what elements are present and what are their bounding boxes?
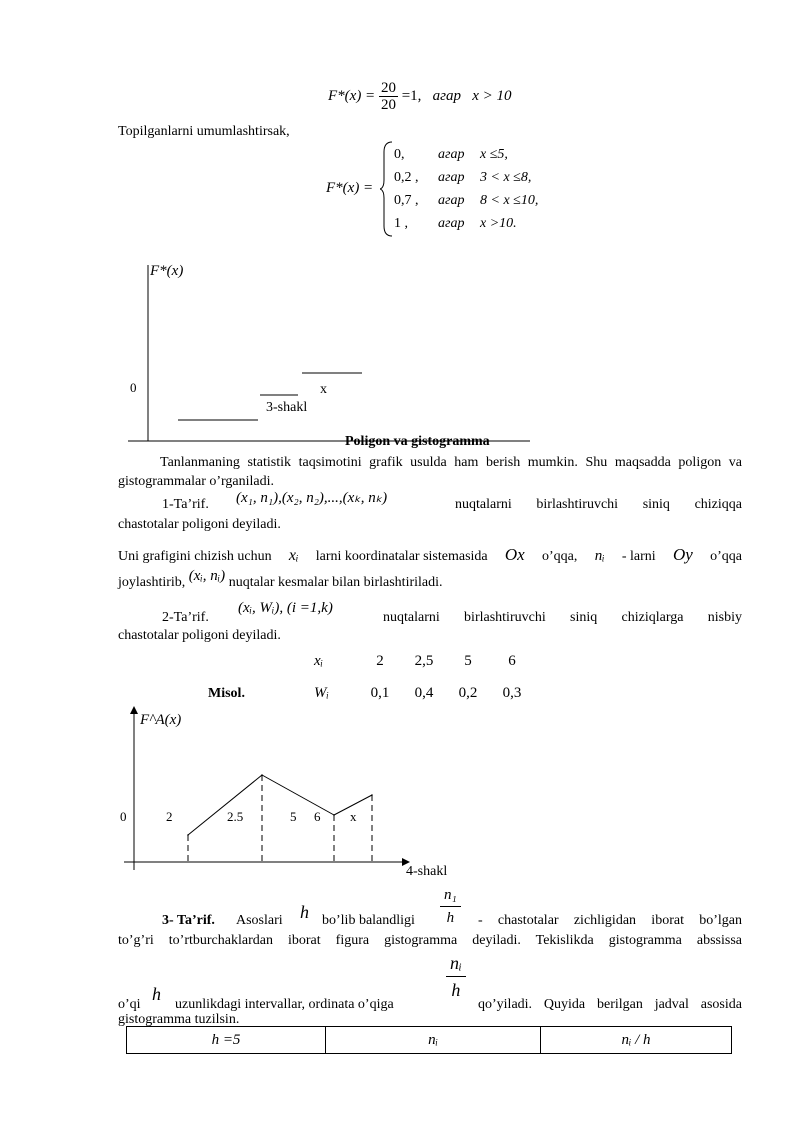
table-header-row <box>127 1027 732 1054</box>
paragraph-1: Tanlanmaning statistik taqsimotini grafik usulda ham berish mumkin. Shu maqsadda poligon va gistogrammalar o’rganiladi. <box>118 455 742 489</box>
top-formula <box>328 80 512 113</box>
def3-text-c: - chastotalar zichligidan iborat bo’lgan <box>478 913 742 928</box>
oy-symbol: Oy <box>672 545 693 564</box>
fig4-point-1 <box>261 774 263 776</box>
top-formula-word: агар <box>432 87 462 104</box>
fig4-x-label: x <box>350 809 357 824</box>
fig4-point-0 <box>187 834 189 836</box>
def3-text-b: bo’lib balandligi <box>322 913 415 928</box>
table-header-ni-h: nᵢ / h <box>541 1027 732 1054</box>
top-formula-num: 20 <box>380 80 396 96</box>
fig4-tick-2: 5 <box>290 809 297 824</box>
fig4-caption: 4-shakl <box>406 864 448 879</box>
def1-text-b: chastotalar poligoni deyiladi. <box>118 517 281 532</box>
fig4-y-label: F^A(x) <box>140 712 182 728</box>
def3-line2: to’g’ri to’rtburchaklardan iborat figura gistogramma deyiladi. Tekislikda gistogramma abssissa <box>118 933 742 948</box>
def3-text-a: Asoslari <box>236 913 283 928</box>
def2-text-b: chastotalar poligoni deyiladi. <box>118 628 281 643</box>
fig4-polygon-segment <box>262 775 334 815</box>
piecewise-row: 1 , агар x >10. <box>394 216 517 231</box>
def2-formula: (xᵢ, Wᵢ), (i =1,k) <box>238 600 333 616</box>
fig4-tick-0: 2 <box>166 809 173 824</box>
fig3-zero: 0 <box>130 380 137 395</box>
def3-line4: gistogramma tuzilsin. <box>118 1012 240 1027</box>
h-symbol: h <box>300 902 309 922</box>
fig4-zero: 0 <box>120 809 127 824</box>
example-row-w: Wᵢ 0,1 0,4 0,2 0,3 <box>314 684 522 701</box>
def1-formula: (x₁, n₁),(x₂, n₂),...,(xₖ, nₖ) <box>236 490 388 506</box>
figure-4 <box>110 700 470 880</box>
section-title: Poligon va gistogramma <box>345 434 490 449</box>
top-formula-den: 20 <box>380 97 396 113</box>
piecewise-row: 0, агар x ≤5, <box>394 147 508 162</box>
piecewise-lhs: F*(x) = <box>326 180 374 196</box>
figure-3 <box>120 255 540 450</box>
top-formula-rest: =1, <box>401 87 422 104</box>
def3-text-d: o’qi <box>118 997 141 1012</box>
top-formula-fraction <box>379 80 398 113</box>
piecewise-brace <box>380 140 394 238</box>
fig4-point-2 <box>333 814 335 816</box>
piecewise-row: 0,2 , агар 3 < x ≤8, <box>394 170 532 185</box>
def1-text-a: nuqtalarni birlashtiruvchi siniq chiziqqa <box>455 497 742 512</box>
top-formula-cond: x > 10 <box>472 87 512 104</box>
xi-symbol: xᵢ <box>288 547 299 564</box>
table-header-h: h =5 <box>127 1027 326 1054</box>
def3-text-f: qo’yiladi. Quyida berilgan jadval asosida <box>478 997 742 1012</box>
piecewise-rows <box>394 143 538 235</box>
top-formula-lhs: F*(x) = <box>328 87 376 104</box>
fig3-caption: 3-shakl <box>266 400 308 415</box>
example-row-x: xᵢ 2 2,5 5 6 <box>314 652 516 669</box>
def3-fraction: n₁ h <box>440 884 461 929</box>
fig4-tick-3: 6 <box>314 809 321 824</box>
paragraph-2-line2: joylashtirib, (xᵢ, nᵢ) nuqtalar kesmalar bilan birlashtiriladi. <box>118 568 443 590</box>
fig3-x-label: x <box>320 382 327 397</box>
h-symbol-2: h <box>152 984 161 1004</box>
def3-fraction-2: nᵢ h <box>446 950 466 1003</box>
def1-label: 1-Ta’rif. <box>162 497 209 512</box>
fig4-point-3 <box>371 794 373 796</box>
fig4-tick-1: 2.5 <box>227 809 244 824</box>
paragraph-2-line1: Uni grafigini chizish uchun xᵢ larni koordinatalar sistemasida Ox o’qqa, nᵢ - larni Oy o’qqa <box>118 545 742 564</box>
def3-text-e: uzunlikdagi intervallar, ordinata o’qiga <box>175 997 394 1012</box>
example-table <box>314 648 534 706</box>
histogram-table <box>126 1026 732 1054</box>
fig3-y-label: F*(x) <box>150 263 184 279</box>
intro-text: Topilganlarni umumlashtirsak, <box>118 124 290 139</box>
ox-symbol: Ox <box>504 545 525 564</box>
ni-symbol: nᵢ <box>594 548 605 564</box>
table-header-ni: nᵢ <box>326 1027 541 1054</box>
fig4-polygon-segment <box>188 775 262 835</box>
misol-label: Misol. <box>208 686 245 701</box>
def3-label: 3- Ta’rif. <box>162 913 215 928</box>
def2-text-a: nuqtalarni birlashtiruvchi siniq chiziqlarga nisbiy <box>383 610 742 625</box>
piecewise-row: 0,7 , агар 8 < x ≤10, <box>394 193 539 208</box>
def2-label: 2-Ta’rif. <box>162 610 209 625</box>
